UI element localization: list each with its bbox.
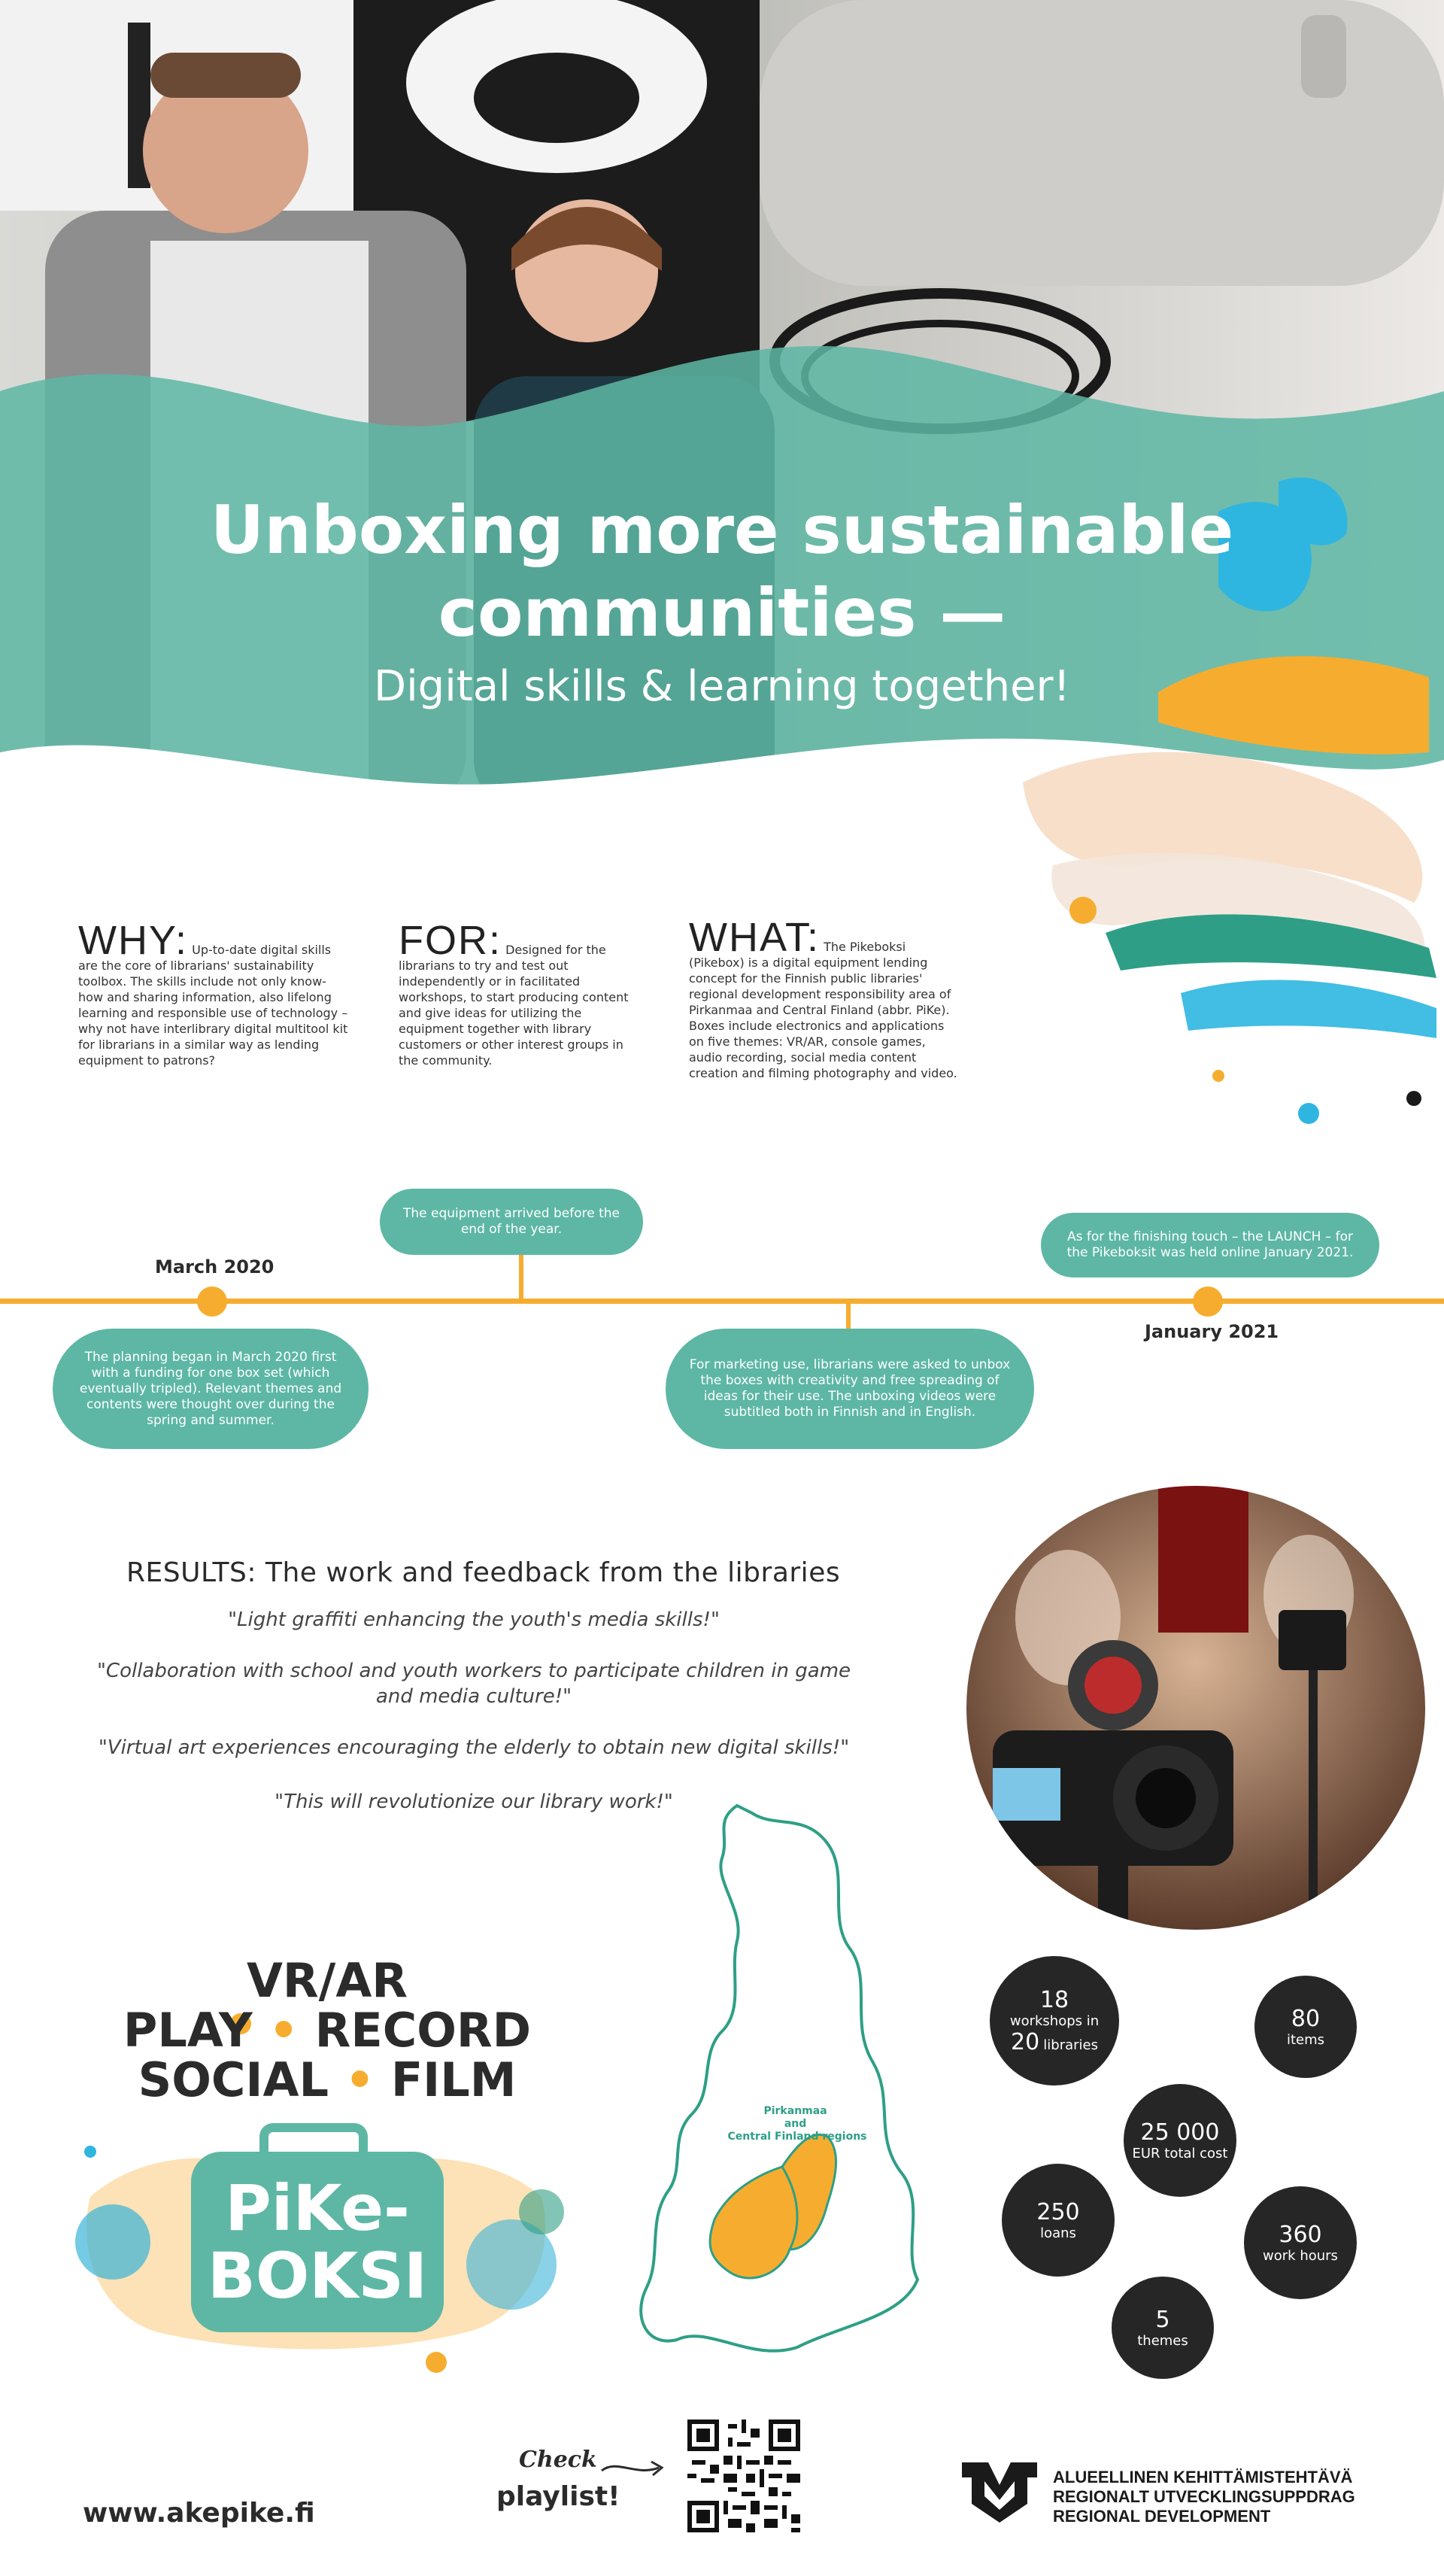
logo-line1: PiKe- [225,2171,410,2245]
theme-dot: • [268,2003,299,2058]
results-quote: "Virtual art experiences encouraging the elderly to obtain new digital skills!" [98,1736,850,1759]
stat-hours-num: 360 [1279,2222,1322,2248]
results-quote: "This will revolutionize our library work!" [275,1791,673,1813]
theme-film: FILM [390,2052,517,2107]
results-quote: "Light graffiti enhancing the youth's media skills!" [228,1608,720,1631]
pikeboksi-logo [191,2152,444,2332]
stat-libraries-line [1011,2029,1098,2055]
stat-themes [1112,2277,1214,2379]
what-heading: WHAT: [689,915,820,960]
timeline-dot-start [197,1286,227,1317]
why-block [78,918,349,1068]
stat-loans-num: 250 [1036,2199,1080,2225]
website-link[interactable]: www.akepike.fi [83,2498,315,2529]
map-label-line1: Pirkanmaa [763,2105,827,2117]
org-line-sv: REGIONALT UTVECKLINGSUPPDRAG [1053,2487,1355,2506]
for-block [399,918,647,1068]
qr-code[interactable] [687,2420,800,2532]
stat-hours-lbl: work hours [1263,2248,1338,2264]
what-block [689,915,960,1081]
stat-items-lbl: items [1286,2032,1325,2048]
hero-subtitle: Digital skills & learning together! [374,662,1070,711]
hero-title-line1: Unboxing more sustainable [210,491,1234,569]
arrow-right-icon [599,2454,668,2484]
theme-social: SOCIAL [138,2052,329,2107]
hero-section [0,0,1444,813]
theme-play: PLAY [123,2003,253,2058]
hero-title-line2: communities — [438,574,1006,652]
stat-cost-lbl: EUR total cost [1132,2146,1228,2161]
check-text: Check [519,2447,597,2473]
map-label-line3: Central Finland regions [727,2131,867,2143]
stat-cost [1124,2084,1236,2197]
timeline-tick [519,1249,523,1302]
what-text: The Pikeboksi (Pikebox) is a digital equipment lending concept for the Finnish public libraries' regional development responsibility area of Pirkanmaa and Central Finland (abbr. PiKe). Boxes include electronics and applications on five themes: VR/AR, console games, audio recording, social media content creation and filming photography and video. [689,940,957,1080]
stat-workshops-num: 18 [1039,1986,1069,2013]
org-line-fi: ALUEELLINEN KEHITTÄMISTEHTÄVÄ [1053,2468,1353,2486]
camera-photo [963,1482,1429,1934]
why-heading: WHY: [78,918,189,963]
stat-items-num: 80 [1291,2006,1321,2032]
results-title: RESULTS: The work and feedback from the libraries [126,1557,841,1588]
theme-list [0,1953,654,2107]
stat-hours [1244,2186,1357,2299]
playlist-text: playlist! [496,2481,620,2512]
why-text: Up-to-date digital skills are the core of librarians' sustainability toolbox. The skills include not only know-how and sharing information, also lifelong learning and responsible use of technology – why not have interlibrary digital multitool kit for librarians in a similar way as lending equipment to patrons? [78,943,348,1068]
stat-libraries-num: 20 [1011,2028,1040,2055]
for-text: Designed for the librarians to try and test out independently or in facilitated workshops, to start producing content and give ideas for utilizing the equipment together with library customers or other interest groups in the community. [399,943,629,1068]
stat-themes-num: 5 [1155,2307,1170,2333]
timeline-event-launch: As for the finishing touch – the LAUNCH – for the Pikeboksit was held online January 2021. [1041,1213,1379,1277]
timeline-event-equipment: The equipment arrived before the end of the year. [380,1189,643,1255]
timeline-event-marketing: For marketing use, librarians were asked to unbox the boxes with creativity and free spreading of ideas for their use. The unboxing videos were subtitled both in Finnish and in English. [666,1329,1034,1449]
org-line-en: REGIONAL DEVELOPMENT [1053,2507,1271,2526]
theme-row-3 [0,2052,654,2107]
timeline-dot-end [1193,1286,1223,1317]
map-label-line2: and [784,2118,807,2130]
logo-line2: BOKSI [207,2239,428,2313]
timeline-date-start: March 2020 [155,1256,275,1277]
regional-development-logo-icon [958,2459,1041,2526]
timeline-event-planning: The planning began in March 2020 first with a funding for one box set (which eventually tripled). Relevant themes and contents were thought over during the spring and summer. [53,1329,369,1449]
finland-map [602,1798,948,2370]
stat-loans [1002,2164,1115,2277]
stat-cost-num: 25 000 [1140,2119,1220,2146]
stat-workshops-lbl: workshops in [1009,2012,1100,2029]
theme-dot: • [344,2052,375,2107]
timeline-date-end: January 2021 [1145,1321,1279,1342]
results-quote: "Collaboration with school and youth workers to participate children in game and media culture!" [96,1660,851,1708]
timeline-tick [846,1302,851,1332]
brush-stroke-decoration [993,722,1444,1144]
map-label [727,2105,866,2143]
stat-workshops [990,1956,1119,2085]
stat-themes-lbl: themes [1137,2333,1188,2349]
theme-vrar: VR/AR [246,1953,408,2008]
stat-libraries-lbl: libraries [1043,2037,1098,2053]
theme-row-2 [0,2003,654,2058]
for-heading: FOR: [399,918,502,963]
stat-items [1254,1976,1357,2078]
stat-loans-lbl: loans [1040,2225,1076,2241]
theme-record: RECORD [314,2003,532,2058]
org-name [1053,2468,1355,2526]
